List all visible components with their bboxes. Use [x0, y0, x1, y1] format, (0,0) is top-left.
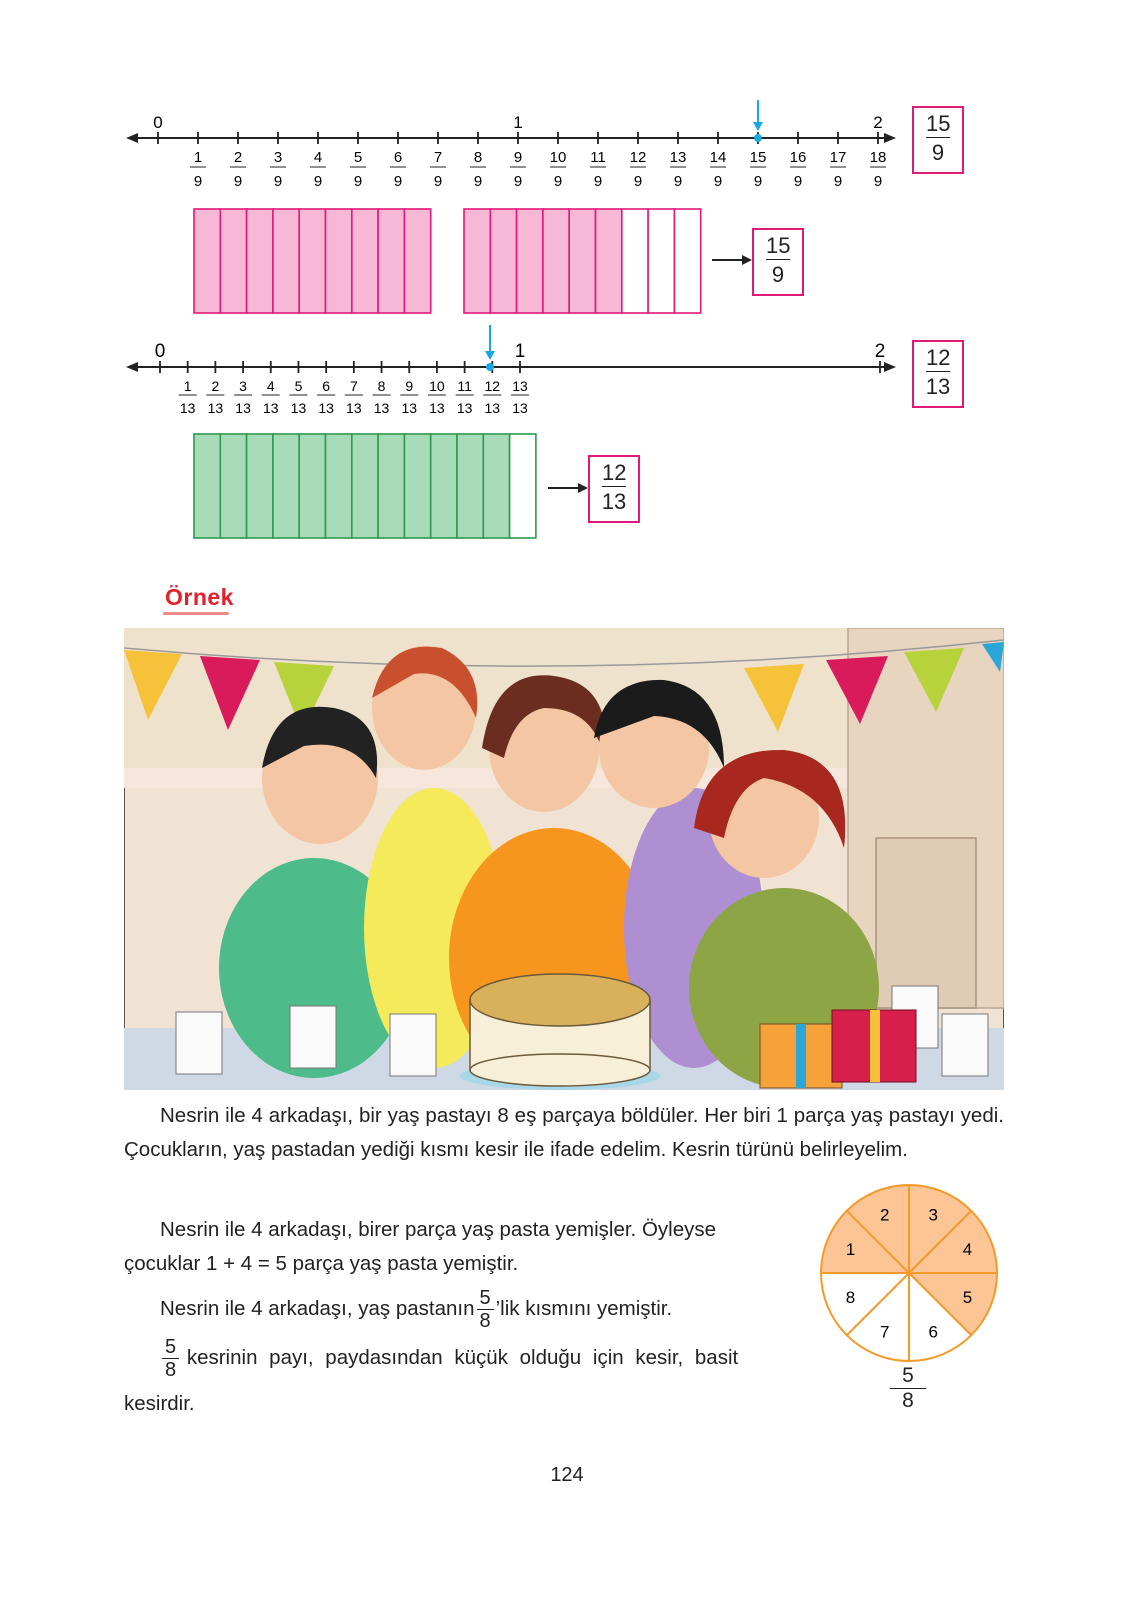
nl2-tick-denominator: 13: [456, 400, 473, 416]
nl2-tick-denominator: 13: [401, 400, 418, 416]
pink-fraction-bars: [190, 205, 710, 317]
nl1-tick-denominator: 9: [353, 173, 363, 190]
nl2-tick-numerator: 2: [211, 378, 220, 394]
green-bar-filled-cell: [247, 434, 273, 538]
nl1-tick-denominator: 9: [233, 173, 243, 190]
inline-fraction-num: 5: [477, 1287, 494, 1310]
pink-bar-1-filled-cell: [352, 209, 378, 313]
nl1-tick-numerator: 16: [789, 149, 807, 166]
bars2-result-fraction: [588, 455, 640, 523]
nl2-tick-denominator: 13: [373, 400, 390, 416]
example-title-underline: [163, 612, 229, 615]
nl1-tick-denominator: 9: [713, 173, 723, 190]
nl1-tick-denominator: 9: [753, 173, 763, 190]
paragraph-reasoning: [124, 1213, 796, 1281]
nl1-tick-denominator: 9: [793, 173, 803, 190]
nl2-marker-point: [486, 363, 494, 371]
nl2-tick-numerator: 13: [512, 378, 528, 394]
pink-bar-1-filled-cell: [220, 209, 246, 313]
conclusion-fraction-num: 5: [162, 1336, 179, 1359]
conclusion-fraction: [162, 1336, 179, 1381]
inline-fraction-den: 8: [479, 1310, 491, 1333]
nl1-tick-denominator: 9: [593, 173, 603, 190]
pink-bar-2-empty-cell: [648, 209, 674, 313]
pink-bar-1-filled-cell: [378, 209, 404, 313]
paragraph-conclusion-end: kesirdir.: [124, 1392, 195, 1415]
nl1-result-fraction: [912, 106, 964, 174]
arrow-right-icon: [710, 252, 754, 268]
nl2-tick-denominator: 13: [207, 400, 224, 416]
pie-slice-label: 3: [928, 1205, 938, 1225]
paragraph-result: [160, 1282, 800, 1336]
nl2-tick-denominator: 13: [262, 400, 279, 416]
inline-fraction: [477, 1287, 494, 1332]
nl2-tick-denominator: 13: [429, 400, 445, 416]
nl1-tick-denominator: 9: [473, 173, 483, 190]
nl1-tick-numerator: 1: [193, 149, 203, 166]
pink-bar-1-filled-cell: [299, 209, 325, 313]
nl1-tick-numerator: 17: [829, 149, 847, 166]
pink-bar-2-filled-cell: [464, 209, 490, 313]
pink-bar-1-filled-cell: [194, 209, 220, 313]
pie-slice-label: 1: [845, 1239, 856, 1259]
green-bar-filled-cell: [378, 434, 404, 538]
nl1-tick-numerator: 8: [473, 149, 483, 166]
nl1-label-two: 2: [873, 113, 883, 132]
pink-bar-2-filled-cell: [517, 209, 543, 313]
bars1-result-num: 15: [766, 230, 790, 260]
nl2-tick-denominator: 13: [484, 400, 501, 416]
pink-bar-2-empty-cell: [674, 209, 700, 313]
nl1-tick-denominator: 9: [833, 173, 843, 190]
nl2-tick-numerator: 9: [405, 378, 414, 394]
bars1-result-den: 9: [771, 262, 785, 287]
pink-bar-1-filled-cell: [326, 209, 352, 313]
pie-caption-num: 5: [890, 1364, 926, 1389]
pink-bar-2-filled-cell: [543, 209, 569, 313]
nl1-tick-numerator: 7: [433, 149, 443, 166]
pie-slice-label: 5: [962, 1288, 973, 1308]
green-bar-filled-cell: [404, 434, 430, 538]
pie-slice-label: 4: [962, 1239, 973, 1259]
nl1-tick-numerator: 13: [669, 149, 687, 166]
pink-bar-1-filled-cell: [404, 209, 430, 313]
nl1-tick-numerator: 5: [353, 149, 363, 166]
nl1-tick-numerator: 15: [749, 149, 767, 166]
green-bar-filled-cell: [483, 434, 509, 538]
green-bar-filled-cell: [194, 434, 220, 538]
nl1-marker-arrowhead: [753, 122, 763, 131]
nl1-tick-numerator: 6: [393, 149, 403, 166]
pink-bar-2-filled-cell: [490, 209, 516, 313]
nl1-tick-numerator: 12: [629, 149, 647, 166]
nl2-label-two: 2: [874, 341, 886, 362]
nl2-tick-numerator: 3: [239, 378, 247, 394]
pie-slice-label: 2: [880, 1205, 890, 1225]
green-fraction-bar: [190, 430, 542, 542]
nl1-tick-denominator: 9: [313, 173, 323, 190]
nl1-label-zero: 0: [153, 113, 163, 132]
green-bar-filled-cell: [273, 434, 299, 538]
nl1-tick-denominator: 9: [873, 173, 883, 190]
pink-bar-2-filled-cell: [569, 209, 595, 313]
green-bar-filled-cell: [457, 434, 483, 538]
green-bar-filled-cell: [431, 434, 457, 538]
paragraph-problem-text: Nesrin ile 4 arkadaşı, bir yaş pastayı 8 eş parçaya böldüler. Her biri 1 parça yaş pastayı yedi. Çocukların, yaş pastadan yediği kısmı kesir ile ifade edelim. Kesrin türünü belirleyelim.: [124, 1104, 1004, 1161]
conclusion-fraction-den: 8: [165, 1359, 177, 1382]
nl2-tick-numerator: 6: [322, 378, 331, 394]
green-bar-empty-cell: [510, 434, 536, 538]
nl2-tick-numerator: 8: [377, 378, 386, 394]
paragraph-reasoning-line-1: Nesrin ile 4 arkadaşı, birer parça yaş pasta yemişler. Öyleyse: [160, 1218, 717, 1241]
bars2-result-num: 12: [602, 457, 626, 487]
paragraph-result-after: ’lik kısmını yemiştir.: [495, 1297, 673, 1320]
nl2-tick-numerator: 5: [294, 378, 303, 394]
pink-bar-2-empty-cell: [622, 209, 648, 313]
page-number: 124: [550, 1464, 584, 1486]
nl2-tick-numerator: 10: [429, 378, 445, 394]
pie-slice-label: 6: [928, 1322, 938, 1342]
nl1-tick-denominator: 9: [633, 173, 643, 190]
nl2-tick-denominator: 13: [235, 400, 251, 416]
nl1-tick-denominator: 9: [273, 173, 283, 190]
pie-slice-label: 7: [880, 1322, 890, 1342]
nl1-tick-denominator: 9: [393, 173, 403, 190]
nl1-tick-numerator: 14: [709, 149, 727, 166]
pink-bar-1-filled-cell: [247, 209, 273, 313]
paragraph-conclusion: [160, 1330, 796, 1386]
nl2-tick-numerator: 1: [183, 378, 192, 394]
nl2-tick-numerator: 11: [457, 378, 472, 394]
paragraph-result-before: Nesrin ile 4 arkadaşı, yaş pastanın: [160, 1297, 475, 1320]
nl1-tick-numerator: 11: [590, 149, 606, 166]
nl1-marker-point: [754, 134, 762, 142]
green-bar-filled-cell: [299, 434, 325, 538]
nl1-tick-numerator: 4: [313, 149, 323, 166]
nl1-tick-denominator: 9: [513, 173, 523, 190]
nl1-result-den: 9: [931, 140, 945, 165]
nl1-tick-numerator: 9: [513, 149, 523, 166]
nl2-label-one: 1: [514, 341, 526, 362]
nl2-tick-numerator: 4: [266, 378, 275, 394]
number-line-ninths: [120, 100, 920, 200]
nl2-label-zero: 0: [154, 341, 166, 362]
nl1-tick-numerator: 2: [233, 149, 243, 166]
paragraph-conclusion-text: kesrinin payı, paydasından küçük olduğu için kesir, basit: [186, 1346, 739, 1369]
nl2-marker-arrowhead: [485, 351, 495, 360]
nl1-tick-numerator: 10: [549, 149, 567, 166]
nl2-result-den: 13: [925, 374, 951, 399]
pink-bar-2-filled-cell: [596, 209, 622, 313]
nl1-tick-denominator: 9: [193, 173, 203, 190]
nl2-result-fraction: [912, 340, 964, 408]
nl2-tick-denominator: 13: [318, 400, 334, 416]
paragraph-problem: [124, 1099, 1004, 1167]
nl1-tick-numerator: 18: [869, 149, 887, 166]
bars1-result-fraction: [752, 228, 804, 296]
birthday-party-illustration: [124, 628, 1004, 1090]
pie-caption-fraction: [890, 1364, 926, 1413]
pink-bar-1-filled-cell: [273, 209, 299, 313]
pie-eighths: [814, 1178, 1004, 1368]
nl1-tick-numerator: 3: [273, 149, 283, 166]
nl2-tick-numerator: 7: [349, 378, 358, 394]
example-title: Örnek: [165, 584, 234, 610]
pie-slice-label: 8: [845, 1288, 856, 1308]
green-bar-filled-cell: [352, 434, 378, 538]
nl1-tick-denominator: 9: [553, 173, 563, 190]
nl2-tick-numerator: 12: [484, 378, 501, 394]
arrow-right-icon: [546, 480, 590, 496]
nl2-tick-denominator: 13: [179, 400, 196, 416]
nl2-result-num: 12: [926, 342, 950, 372]
green-bar-filled-cell: [220, 434, 246, 538]
green-bar-filled-cell: [326, 434, 352, 538]
nl1-label-one: 1: [513, 113, 523, 132]
nl1-tick-denominator: 9: [673, 173, 683, 190]
nl2-tick-denominator: 13: [290, 400, 307, 416]
nl1-tick-denominator: 9: [433, 173, 443, 190]
paragraph-reasoning-line-2: çocuklar 1 + 4 = 5 parça yaş pasta yemiştir.: [124, 1252, 519, 1275]
bars2-result-den: 13: [601, 489, 627, 514]
nl2-tick-denominator: 13: [346, 400, 362, 416]
pie-caption-den: 8: [902, 1389, 914, 1412]
number-line-thirteenths: [120, 325, 920, 425]
nl1-result-num: 15: [926, 108, 950, 138]
nl2-tick-denominator: 13: [512, 400, 528, 416]
